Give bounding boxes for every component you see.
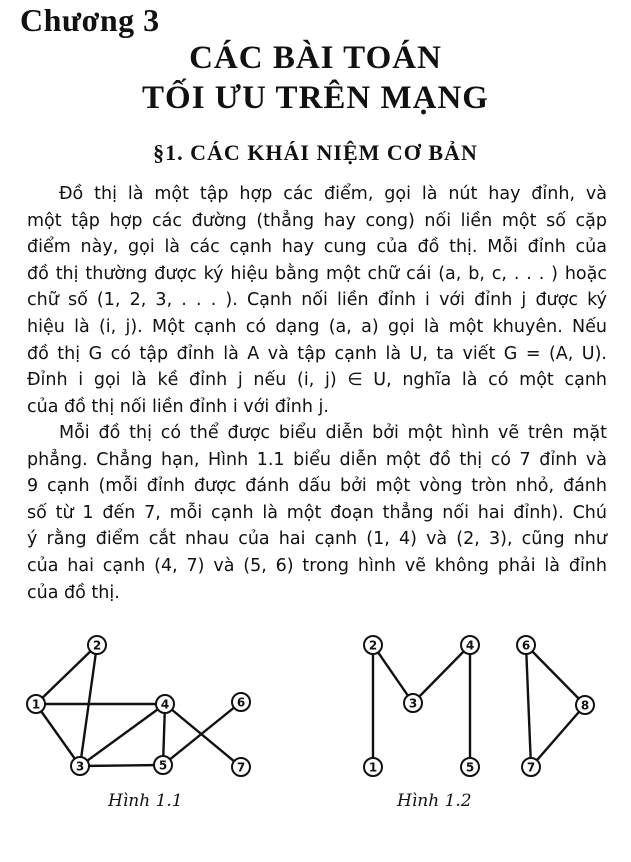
figure-2-edge-3-4 xyxy=(413,645,470,703)
figure-1-node-label-4: 4 xyxy=(160,697,170,712)
figure-2-node-label-3: 3 xyxy=(408,696,418,711)
section-heading: §1. CÁC KHÁI NIỆM CƠ BẢN xyxy=(153,140,478,165)
paragraph-1-line: điểm này, gọi là các cạnh hay cung của đồ thị. Mỗi đỉnh của xyxy=(27,237,607,258)
paragraph-2-line: số từ 1 đến 7, mỗi cạnh là một đoạn thẳng nối hai đỉnh). Chú xyxy=(27,502,607,523)
paragraph-1-line: một tập hợp các đường (thẳng hay cong) nối liền một số cặp xyxy=(27,210,607,231)
figure-2-node-label-8: 8 xyxy=(580,698,590,713)
figure-2-node-label-4: 4 xyxy=(465,638,475,653)
paragraph-2-line: ý rằng điểm cắt nhau của hai cạnh (1, 4) và (2, 3), cũng như xyxy=(27,529,607,550)
figure-2-node-label-1: 1 xyxy=(368,760,378,775)
figure-2-node-label-5: 5 xyxy=(465,760,475,775)
paragraph-2-line: phẳng. Chẳng hạn, Hình 1.1 biểu diễn một đồ thị có 7 đỉnh và xyxy=(27,449,607,470)
paragraph-2-line: của đồ thị. xyxy=(27,582,120,603)
figure-2-edge-7-8 xyxy=(531,705,585,767)
paragraph-1-line: hiệu là (i, j). Một cạnh có dạng (a, a) gọi là một khuyên. Nếu xyxy=(27,316,607,337)
paragraph-1-line: Đỉnh i gọi là kề đỉnh j nếu (i, j) ∈ U, nghĩa là có một cạnh xyxy=(27,370,607,391)
paragraph-1-line: của đồ thị nối liền đỉnh i với đỉnh j. xyxy=(27,396,329,417)
paragraph-2-line: của hai cạnh (4, 7) và (5, 6) trong hình vẽ không phải là đỉnh xyxy=(27,555,607,576)
figure-1-node-label-6: 6 xyxy=(236,695,246,710)
paragraph-1-line: đồ thị thường được ký hiệu bằng một chữ cái (a, b, c, . . . ) hoặc xyxy=(27,263,607,284)
paragraph-2 xyxy=(27,420,607,606)
figure-2-node-label-6: 6 xyxy=(521,638,531,653)
figure-1-graph xyxy=(27,636,250,776)
figure-2-edge-6-7 xyxy=(526,645,531,767)
paragraph-1-line: chữ số (1, 2, 3, . . . ). Cạnh nối liền đỉnh i với đỉnh j được ký xyxy=(27,290,607,311)
paragraph-1 xyxy=(27,181,607,420)
figure-1-node-label-2: 2 xyxy=(92,638,102,653)
figure-1-edge-2-3 xyxy=(80,645,97,766)
paragraph-1-line: Đồ thị là một tập hợp các điểm, gọi là nút hay đỉnh, và xyxy=(59,184,607,204)
figure-1-edge-3-5 xyxy=(80,765,163,766)
chapter-title-line-2: TỐI ƯU TRÊN MẠNG xyxy=(142,80,489,116)
figure-2-node-label-7: 7 xyxy=(526,760,536,775)
figure-1-edge-1-2 xyxy=(36,645,97,704)
figure-2-edge-2-3 xyxy=(373,645,413,703)
chapter-title-line-1: CÁC BÀI TOÁN xyxy=(189,40,442,76)
figure-2-caption: Hình 1.2 xyxy=(397,791,472,811)
figure-2-node-label-2: 2 xyxy=(368,638,378,653)
paragraph-2-line: 9 cạnh (mỗi đỉnh được đánh dấu bởi một vòng tròn nhỏ, đánh xyxy=(27,476,607,497)
graph-figures xyxy=(0,620,631,790)
figure-1-caption: Hình 1.1 xyxy=(108,791,183,811)
paragraph-1-line: đồ thị G có tập đỉnh là A và tập cạnh là U, ta viết G = (A, U). xyxy=(27,343,607,364)
chapter-heading: Chương 3 xyxy=(20,2,160,38)
figure-1-edge-3-4 xyxy=(80,704,165,766)
paragraph-2-line: Mỗi đồ thị có thể được biểu diễn bởi một hình vẽ trên mặt xyxy=(59,423,607,443)
figure-1-node-label-7: 7 xyxy=(236,760,246,775)
figure-1-edge-4-7 xyxy=(165,704,241,767)
figure-2-graph xyxy=(364,636,594,776)
figure-2-edge-6-8 xyxy=(526,645,585,705)
figure-1-node-label-5: 5 xyxy=(158,758,168,773)
figure-1-edge-1-3 xyxy=(36,704,80,766)
figure-1-node-label-1: 1 xyxy=(31,697,41,712)
figure-1-node-label-3: 3 xyxy=(75,759,85,774)
